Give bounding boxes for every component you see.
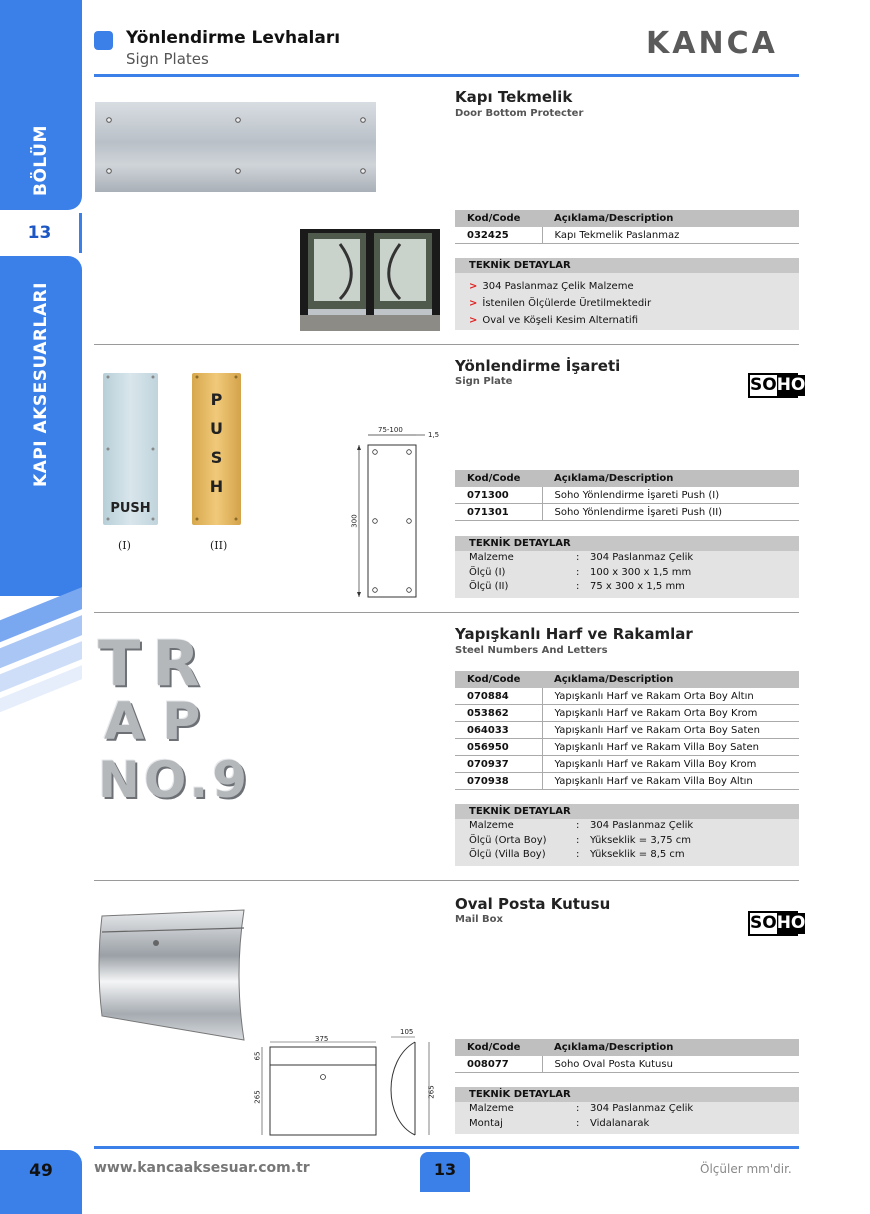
product-description: Yapışkanlı Harf ve Rakam Orta Boy Altın — [542, 688, 799, 705]
spec-label: Malzeme — [469, 1103, 514, 1114]
page-subtitle: Sign Plates — [126, 50, 209, 68]
push-plate-steel — [103, 373, 158, 525]
code-header: Kod/Code — [455, 470, 542, 487]
table-row — [455, 739, 799, 756]
dim-top: 65 — [253, 1051, 262, 1061]
badge-part: HO — [776, 375, 806, 395]
push-plate-gold — [192, 373, 241, 525]
code-table — [455, 1039, 799, 1073]
plate-letter: H — [209, 477, 224, 496]
product-description: Soho Oval Posta Kutusu — [542, 1056, 799, 1073]
code-header: Kod/Code — [455, 1039, 542, 1056]
dim-width: 75-100 — [378, 426, 403, 434]
plate-letter: U — [210, 419, 223, 438]
product-code: 071300 — [455, 487, 542, 504]
section-divider — [94, 880, 799, 881]
badge-part: HO — [776, 913, 806, 933]
caption-plate-2: (II) — [210, 539, 228, 552]
tech-details — [455, 536, 799, 598]
spec-value: 304 Paslanmaz Çelik — [590, 1103, 694, 1114]
tech-details — [455, 1087, 799, 1134]
steel-letters-sample — [98, 627, 298, 809]
desc-header: Açıklama/Description — [542, 210, 799, 227]
code-table — [455, 671, 799, 790]
table-row — [455, 688, 799, 705]
spec-label: Malzeme — [469, 552, 514, 563]
tech-details-title: TEKNİK DETAYLAR — [455, 1087, 799, 1102]
dim-width: 375 — [315, 1035, 329, 1043]
mailbox-photo — [94, 906, 249, 1044]
product-description: Soho Yönlendirme İşareti Push (I) — [542, 487, 799, 504]
plate-letter: P — [210, 390, 223, 409]
plate-label: PUSH — [110, 501, 151, 516]
spec-value: Yükseklik = 8,5 cm — [590, 849, 685, 860]
soho-badge — [748, 373, 806, 398]
spec-label: Ölçü (II) — [469, 581, 509, 592]
badge-part: SO — [750, 375, 777, 395]
code-header: Kod/Code — [455, 210, 542, 227]
product-description: Yapışkanlı Harf ve Rakam Villa Boy Altın — [542, 773, 799, 790]
section-number: 13 — [0, 213, 82, 253]
product-code: 008077 — [455, 1056, 542, 1073]
product-description: Yapışkanlı Harf ve Rakam Orta Boy Saten — [542, 722, 799, 739]
sample-line: AP — [104, 692, 219, 752]
section-subtitle: Sign Plate — [455, 376, 513, 387]
spec-row: Montaj : Vidalanarak — [455, 1117, 799, 1132]
product-code: 053862 — [455, 705, 542, 722]
product-description: Yapışkanlı Harf ve Rakam Villa Boy Saten — [542, 739, 799, 756]
tech-details — [455, 804, 799, 866]
dim-thickness: 1,5 — [428, 431, 440, 439]
tech-details-title: TEKNİK DETAYLAR — [455, 804, 799, 819]
chapter-tab: 13 — [420, 1152, 470, 1192]
section-subtitle: Steel Numbers And Letters — [455, 645, 608, 656]
table-row — [455, 756, 799, 773]
sign-plate-drawing — [345, 425, 445, 605]
dim-side-height: 265 — [427, 1085, 436, 1099]
product-code: 070938 — [455, 773, 542, 790]
product-description: Kapı Tekmelik Paslanmaz — [542, 227, 799, 244]
dim-depth: 105 — [400, 1028, 414, 1036]
spec-row: Ölçü (II) : 75 x 300 x 1,5 mm — [455, 580, 799, 595]
spec-row: Ölçü (I) : 100 x 300 x 1,5 mm — [455, 566, 799, 581]
product-code: 032425 — [455, 227, 542, 244]
spec-label: Ölçü (Orta Boy) — [469, 834, 547, 846]
bullet-text: İstenilen Ölçülerde Üretilmektedir — [482, 298, 652, 309]
section-title: Kapı Tekmelik — [455, 88, 573, 106]
header-rule — [94, 74, 799, 77]
code-header: Kod/Code — [455, 671, 542, 688]
code-table — [455, 210, 799, 244]
table-row — [455, 1056, 799, 1073]
table-row — [455, 722, 799, 739]
list-item: > 304 Paslanmaz Çelik Malzeme — [469, 281, 634, 292]
product-code: 070937 — [455, 756, 542, 773]
spec-row: Malzeme : 304 Paslanmaz Çelik — [455, 551, 799, 566]
section-divider — [94, 344, 799, 345]
spec-value: 304 Paslanmaz Çelik — [590, 820, 694, 831]
plate-letter: S — [210, 448, 223, 467]
spec-value: 304 Paslanmaz Çelik — [590, 552, 694, 563]
table-row — [455, 705, 799, 722]
product-description: Yapışkanlı Harf ve Rakam Orta Boy Krom — [542, 705, 799, 722]
product-code: 056950 — [455, 739, 542, 756]
bullet-text: Oval ve Köşeli Kesim Alternatifi — [482, 315, 639, 326]
page-title: Yönlendirme Levhaları — [126, 28, 341, 48]
soho-badge — [748, 911, 806, 936]
product-code: 070884 — [455, 688, 542, 705]
sidebar — [0, 0, 82, 1214]
brand-logo: KANCA — [646, 26, 778, 61]
dim-height: 265 — [253, 1090, 262, 1104]
sample-line: NO.9 — [98, 751, 252, 809]
tech-details-title: TEKNİK DETAYLAR — [455, 258, 799, 273]
desc-header: Açıklama/Description — [542, 671, 799, 688]
spec-value: Vidalanarak — [590, 1117, 650, 1129]
section-title: Oval Posta Kutusu — [455, 895, 611, 913]
bullet-text: 304 Paslanmaz Çelik Malzeme — [482, 281, 634, 292]
spec-row: Ölçü (Villa Boy) : Yükseklik = 8,5 cm — [455, 848, 799, 863]
plate-vertical-letters — [192, 385, 241, 501]
section-title: Yapışkanlı Harf ve Rakamlar — [455, 625, 693, 643]
category-label: KAPI AKSESUARLARI — [31, 282, 51, 487]
tech-details — [455, 258, 799, 330]
badge-part: SO — [750, 913, 777, 933]
sample-line: TR — [98, 627, 213, 700]
caption-plate-1: (I) — [118, 539, 131, 552]
list-item: > Oval ve Köşeli Kesim Alternatifi — [469, 315, 639, 326]
section-subtitle: Mail Box — [455, 914, 503, 925]
kick-plate-image — [95, 102, 376, 192]
desc-header: Açıklama/Description — [542, 470, 799, 487]
spec-label: Montaj — [469, 1117, 503, 1129]
table-row — [455, 227, 799, 244]
mailbox-drawing — [255, 1030, 445, 1140]
desc-header: Açıklama/Description — [542, 1039, 799, 1056]
header-marker — [94, 31, 113, 50]
page-number: 49 — [0, 1150, 82, 1214]
door-photo — [300, 229, 440, 331]
table-row — [455, 487, 799, 504]
product-code: 071301 — [455, 504, 542, 521]
spec-value: 75 x 300 x 1,5 mm — [590, 581, 685, 592]
section-subtitle: Door Bottom Protecter — [455, 108, 584, 119]
dim-height: 300 — [350, 514, 359, 528]
spec-row: Malzeme : 304 Paslanmaz Çelik — [455, 1102, 799, 1117]
section-title: Yönlendirme İşareti — [455, 357, 621, 375]
product-code: 064033 — [455, 722, 542, 739]
spec-label: Ölçü (I) — [469, 566, 506, 578]
section-divider — [94, 612, 799, 613]
tech-details-title: TEKNİK DETAYLAR — [455, 536, 799, 551]
spec-row: Malzeme : 304 Paslanmaz Çelik — [455, 819, 799, 834]
spec-row: Ölçü (Orta Boy) : Yükseklik = 3,75 cm — [455, 834, 799, 849]
section-label: BÖLÜM — [31, 125, 51, 196]
spec-value: 100 x 300 x 1,5 mm — [590, 566, 692, 578]
product-description: Yapışkanlı Harf ve Rakam Villa Boy Krom — [542, 756, 799, 773]
table-row — [455, 773, 799, 790]
website-link[interactable]: www.kancaaksesuar.com.tr — [94, 1160, 310, 1176]
code-table — [455, 470, 799, 521]
table-row — [455, 504, 799, 521]
footer-rule — [94, 1146, 799, 1149]
units-note: Ölçüler mm'dir. — [700, 1162, 792, 1176]
list-item: > İstenilen Ölçülerde Üretilmektedir — [469, 298, 652, 309]
spec-label: Ölçü (Villa Boy) — [469, 849, 546, 860]
spec-label: Malzeme — [469, 820, 514, 831]
spec-value: Yükseklik = 3,75 cm — [590, 834, 692, 846]
product-description: Soho Yönlendirme İşareti Push (II) — [542, 504, 799, 521]
